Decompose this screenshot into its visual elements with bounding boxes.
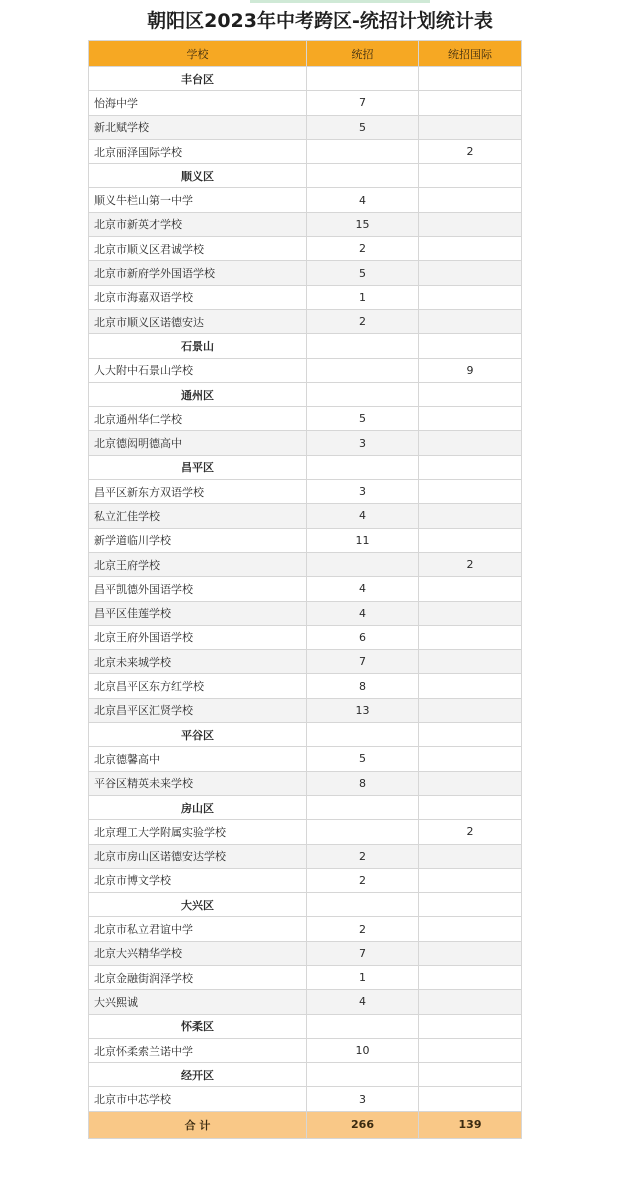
tongzhao-count: 5 bbox=[307, 261, 419, 285]
total-tongzhao: 266 bbox=[307, 1111, 419, 1138]
district-name: 石景山 bbox=[89, 334, 307, 358]
school-name: 私立汇佳学校 bbox=[89, 504, 307, 528]
international-count bbox=[419, 261, 522, 285]
international-count bbox=[419, 480, 522, 504]
table-row bbox=[89, 601, 522, 625]
district-row bbox=[89, 893, 522, 917]
international-count bbox=[419, 577, 522, 601]
international-count bbox=[419, 698, 522, 722]
school-name: 北京市新英才学校 bbox=[89, 212, 307, 236]
table-row bbox=[89, 480, 522, 504]
school-name: 北京丽泽国际学校 bbox=[89, 139, 307, 163]
school-name: 北京市新府学外国语学校 bbox=[89, 261, 307, 285]
total-international: 139 bbox=[419, 1111, 522, 1138]
school-name: 北京市中芯学校 bbox=[89, 1087, 307, 1111]
international-count bbox=[419, 965, 522, 989]
district-row bbox=[89, 164, 522, 188]
tongzhao-count: 4 bbox=[307, 577, 419, 601]
district-name: 顺义区 bbox=[89, 164, 307, 188]
plan-table bbox=[88, 40, 522, 1139]
tongzhao-count bbox=[307, 893, 419, 917]
international-count bbox=[419, 504, 522, 528]
tongzhao-count bbox=[307, 795, 419, 819]
school-name: 人大附中石景山学校 bbox=[89, 358, 307, 382]
school-name: 北京德馨高中 bbox=[89, 747, 307, 771]
table-row bbox=[89, 650, 522, 674]
tongzhao-count: 3 bbox=[307, 480, 419, 504]
international-count bbox=[419, 188, 522, 212]
district-row bbox=[89, 334, 522, 358]
international-count bbox=[419, 625, 522, 649]
tongzhao-count bbox=[307, 820, 419, 844]
table-row bbox=[89, 917, 522, 941]
school-name: 北京王府学校 bbox=[89, 552, 307, 576]
tongzhao-count: 7 bbox=[307, 650, 419, 674]
table-row bbox=[89, 625, 522, 649]
tongzhao-count: 2 bbox=[307, 868, 419, 892]
school-name: 北京理工大学附属实验学校 bbox=[89, 820, 307, 844]
total-label: 合 计 bbox=[89, 1111, 307, 1138]
school-name: 昌平区新东方双语学校 bbox=[89, 480, 307, 504]
school-name: 北京王府外国语学校 bbox=[89, 625, 307, 649]
table-row bbox=[89, 674, 522, 698]
district-name: 丰台区 bbox=[89, 67, 307, 91]
international-count bbox=[419, 212, 522, 236]
school-name: 新北赋学校 bbox=[89, 115, 307, 139]
international-count bbox=[419, 747, 522, 771]
table-row bbox=[89, 941, 522, 965]
page-title: 朝阳区2023年中考跨区-统招计划统计表 bbox=[147, 10, 493, 32]
school-name: 北京未来城学校 bbox=[89, 650, 307, 674]
district-name: 平谷区 bbox=[89, 723, 307, 747]
tongzhao-count: 1 bbox=[307, 965, 419, 989]
tongzhao-count: 5 bbox=[307, 115, 419, 139]
school-name: 北京市博文学校 bbox=[89, 868, 307, 892]
district-row bbox=[89, 1014, 522, 1038]
tongzhao-count: 11 bbox=[307, 528, 419, 552]
table-header-row bbox=[89, 41, 522, 67]
tongzhao-count: 4 bbox=[307, 504, 419, 528]
tongzhao-count: 6 bbox=[307, 625, 419, 649]
school-name: 昌平区佳莲学校 bbox=[89, 601, 307, 625]
school-name: 怡海中学 bbox=[89, 91, 307, 115]
tongzhao-count bbox=[307, 334, 419, 358]
school-name: 北京市顺义区诺德安达 bbox=[89, 309, 307, 333]
international-count bbox=[419, 771, 522, 795]
table-row bbox=[89, 868, 522, 892]
international-count bbox=[419, 431, 522, 455]
international-count bbox=[419, 528, 522, 552]
tongzhao-count: 3 bbox=[307, 1087, 419, 1111]
international-count bbox=[419, 917, 522, 941]
table-row bbox=[89, 844, 522, 868]
table-row bbox=[89, 285, 522, 309]
tongzhao-count: 15 bbox=[307, 212, 419, 236]
international-count bbox=[419, 941, 522, 965]
international-count bbox=[419, 844, 522, 868]
table-row bbox=[89, 237, 522, 261]
school-name: 昌平凯德外国语学校 bbox=[89, 577, 307, 601]
header-school: 学校 bbox=[89, 41, 307, 67]
district-row bbox=[89, 1063, 522, 1087]
international-count bbox=[419, 795, 522, 819]
table-row bbox=[89, 990, 522, 1014]
tongzhao-count: 7 bbox=[307, 91, 419, 115]
international-count bbox=[419, 868, 522, 892]
district-row bbox=[89, 723, 522, 747]
district-row bbox=[89, 455, 522, 479]
international-count bbox=[419, 407, 522, 431]
international-count bbox=[419, 285, 522, 309]
school-name: 新学道临川学校 bbox=[89, 528, 307, 552]
international-count bbox=[419, 382, 522, 406]
tongzhao-count: 8 bbox=[307, 771, 419, 795]
school-name: 北京市顺义区君诚学校 bbox=[89, 237, 307, 261]
tongzhao-count bbox=[307, 139, 419, 163]
international-count bbox=[419, 67, 522, 91]
school-name: 平谷区精英未来学校 bbox=[89, 771, 307, 795]
header-tongzhao: 统招 bbox=[307, 41, 419, 67]
tongzhao-count bbox=[307, 1014, 419, 1038]
district-name: 经开区 bbox=[89, 1063, 307, 1087]
tongzhao-count: 3 bbox=[307, 431, 419, 455]
tongzhao-count bbox=[307, 358, 419, 382]
table-row bbox=[89, 91, 522, 115]
table-row bbox=[89, 1038, 522, 1062]
tongzhao-count: 7 bbox=[307, 941, 419, 965]
tongzhao-count bbox=[307, 382, 419, 406]
district-name: 怀柔区 bbox=[89, 1014, 307, 1038]
table-row bbox=[89, 188, 522, 212]
school-name: 北京昌平区东方红学校 bbox=[89, 674, 307, 698]
district-row bbox=[89, 382, 522, 406]
school-name: 北京市私立君谊中学 bbox=[89, 917, 307, 941]
international-count bbox=[419, 1014, 522, 1038]
tongzhao-count: 2 bbox=[307, 237, 419, 261]
international-count bbox=[419, 91, 522, 115]
tongzhao-count bbox=[307, 164, 419, 188]
table-row bbox=[89, 771, 522, 795]
table-row bbox=[89, 1087, 522, 1111]
district-name: 昌平区 bbox=[89, 455, 307, 479]
tongzhao-count bbox=[307, 67, 419, 91]
school-name: 北京德闳明德高中 bbox=[89, 431, 307, 455]
school-name: 大兴熙诚 bbox=[89, 990, 307, 1014]
school-name: 北京怀柔索兰诺中学 bbox=[89, 1038, 307, 1062]
table-row bbox=[89, 358, 522, 382]
total-row bbox=[89, 1111, 522, 1138]
school-name: 北京市房山区诺德安达学校 bbox=[89, 844, 307, 868]
tongzhao-count: 2 bbox=[307, 309, 419, 333]
international-count bbox=[419, 115, 522, 139]
international-count bbox=[419, 455, 522, 479]
international-count bbox=[419, 650, 522, 674]
school-name: 北京通州华仁学校 bbox=[89, 407, 307, 431]
table-row bbox=[89, 407, 522, 431]
tongzhao-count: 1 bbox=[307, 285, 419, 309]
international-count bbox=[419, 237, 522, 261]
district-row bbox=[89, 67, 522, 91]
table-row bbox=[89, 309, 522, 333]
international-count bbox=[419, 1038, 522, 1062]
tongzhao-count bbox=[307, 552, 419, 576]
table-row bbox=[89, 212, 522, 236]
international-count: 2 bbox=[419, 139, 522, 163]
district-name: 房山区 bbox=[89, 795, 307, 819]
district-name: 大兴区 bbox=[89, 893, 307, 917]
tongzhao-count: 8 bbox=[307, 674, 419, 698]
tongzhao-count: 4 bbox=[307, 188, 419, 212]
table-row bbox=[89, 577, 522, 601]
tongzhao-count: 4 bbox=[307, 990, 419, 1014]
international-count bbox=[419, 1063, 522, 1087]
school-name: 北京金融街润泽学校 bbox=[89, 965, 307, 989]
international-count bbox=[419, 990, 522, 1014]
table-row bbox=[89, 552, 522, 576]
table-body bbox=[89, 67, 522, 1112]
tongzhao-count bbox=[307, 723, 419, 747]
international-count bbox=[419, 601, 522, 625]
tongzhao-count: 2 bbox=[307, 844, 419, 868]
district-row bbox=[89, 795, 522, 819]
table-row bbox=[89, 528, 522, 552]
header-tongzhao-international: 统招国际 bbox=[419, 41, 522, 67]
international-count: 9 bbox=[419, 358, 522, 382]
district-name: 通州区 bbox=[89, 382, 307, 406]
table-row bbox=[89, 431, 522, 455]
tongzhao-count: 5 bbox=[307, 747, 419, 771]
school-name: 北京市海嘉双语学校 bbox=[89, 285, 307, 309]
international-count bbox=[419, 1087, 522, 1111]
school-name: 顺义牛栏山第一中学 bbox=[89, 188, 307, 212]
table-row bbox=[89, 115, 522, 139]
table-row bbox=[89, 820, 522, 844]
table-row bbox=[89, 261, 522, 285]
school-name: 北京昌平区汇贤学校 bbox=[89, 698, 307, 722]
table-row bbox=[89, 504, 522, 528]
international-count: 2 bbox=[419, 552, 522, 576]
table-row bbox=[89, 965, 522, 989]
tongzhao-count: 5 bbox=[307, 407, 419, 431]
international-count bbox=[419, 674, 522, 698]
tongzhao-count: 10 bbox=[307, 1038, 419, 1062]
tongzhao-count: 13 bbox=[307, 698, 419, 722]
table-row bbox=[89, 139, 522, 163]
international-count bbox=[419, 309, 522, 333]
tongzhao-count: 2 bbox=[307, 917, 419, 941]
international-count bbox=[419, 164, 522, 188]
international-count: 2 bbox=[419, 820, 522, 844]
tongzhao-count: 4 bbox=[307, 601, 419, 625]
tongzhao-count bbox=[307, 455, 419, 479]
tongzhao-count bbox=[307, 1063, 419, 1087]
international-count bbox=[419, 334, 522, 358]
school-name: 北京大兴精华学校 bbox=[89, 941, 307, 965]
international-count bbox=[419, 723, 522, 747]
table-row bbox=[89, 698, 522, 722]
table-row bbox=[89, 747, 522, 771]
top-accent-bar bbox=[250, 0, 430, 3]
international-count bbox=[419, 893, 522, 917]
